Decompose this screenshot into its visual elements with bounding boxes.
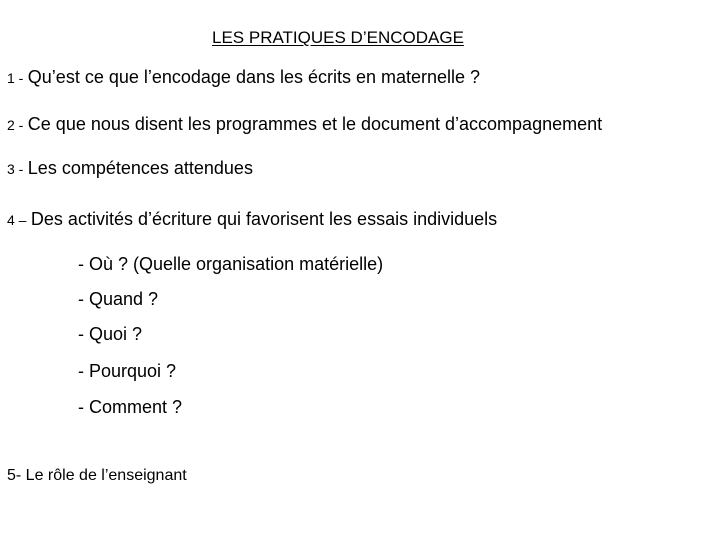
- list-item-4: [7, 210, 497, 229]
- list-item-number: 4 –: [7, 212, 27, 228]
- sub-item-where: - Où ? (Quelle organisation matérielle): [78, 254, 384, 274]
- sub-item-how: - Comment ?: [78, 397, 183, 417]
- list-item-number: 3 -: [7, 161, 24, 177]
- sub-item-why: - Pourquoi ?: [78, 361, 177, 381]
- list-item-number: 2 -: [7, 117, 24, 133]
- list-item-3: [7, 159, 253, 178]
- list-item-text: Les compétences attendues: [27, 158, 253, 178]
- list-item-2: [7, 115, 602, 134]
- list-item-number: 1 -: [7, 70, 24, 86]
- list-item-1: [7, 68, 480, 87]
- sub-item-when: - Quand ?: [78, 289, 159, 309]
- list-item-text: Des activités d’écriture qui favorisent les essais individuels: [30, 209, 498, 229]
- sub-item-what: - Quoi ?: [78, 324, 143, 344]
- list-item-5: 5- Le rôle de l’enseignant: [7, 467, 187, 484]
- list-item-text: Qu’est ce que l’encodage dans les écrits en maternelle ?: [27, 67, 481, 87]
- list-item-text: Ce que nous disent les programmes et le document d’accompagnement: [27, 114, 603, 134]
- page-title: LES PRATIQUES D’ENCODAGE: [212, 28, 464, 47]
